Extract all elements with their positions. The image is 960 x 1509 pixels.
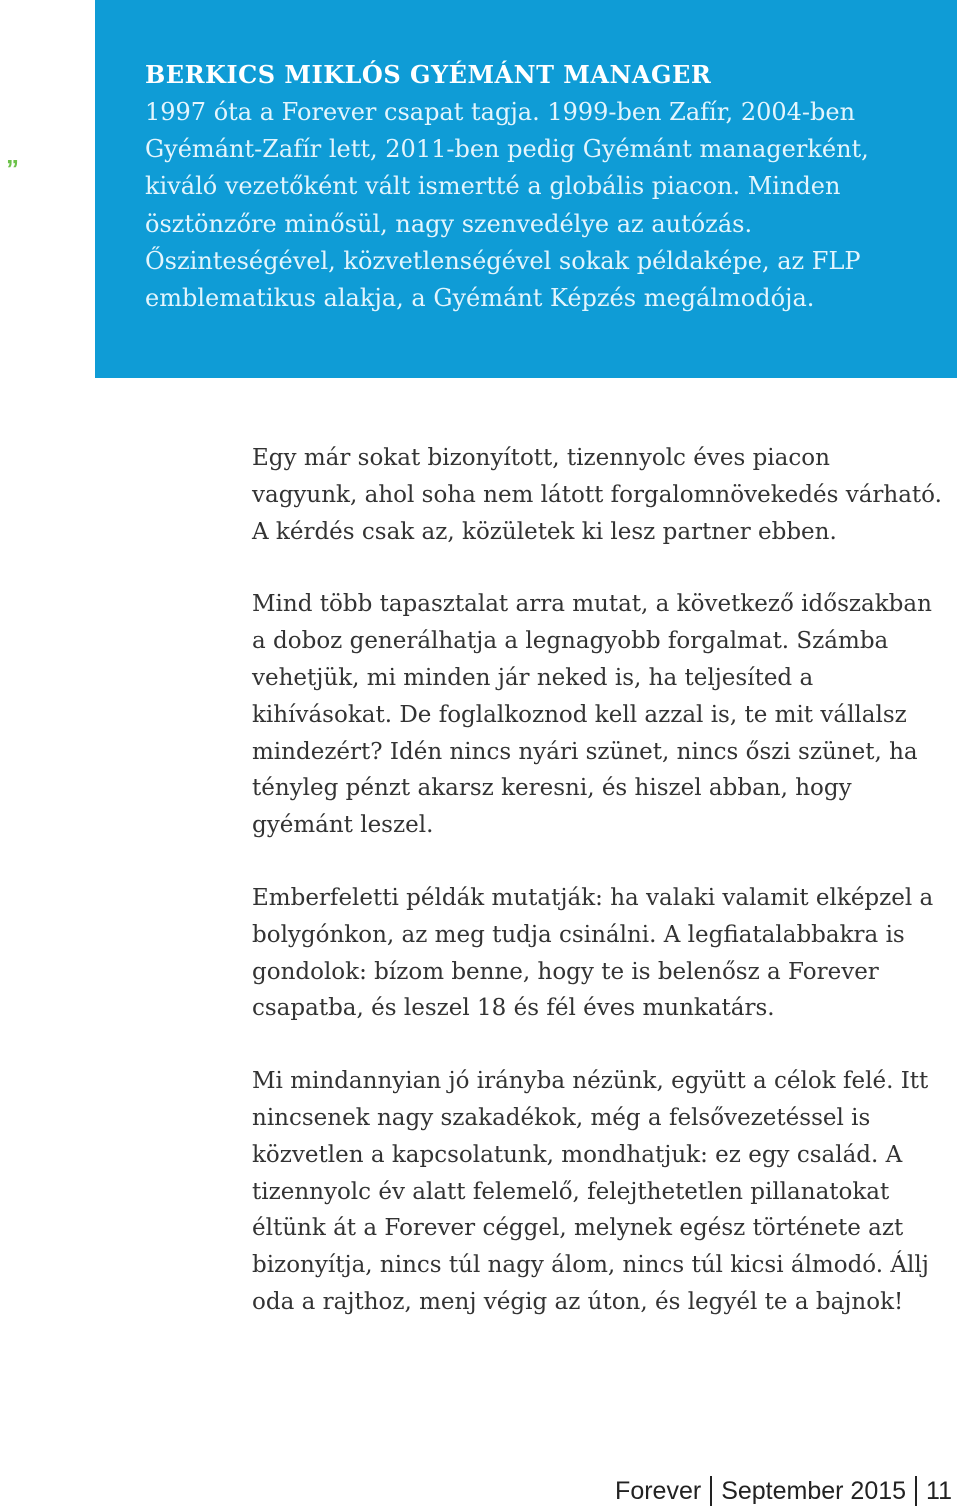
issue-date: September 2015 xyxy=(721,1477,907,1505)
article-paragraph: Mind több tapasztalat arra mutat, a következő időszakban a doboz generálhatja a legnagyobb forgalmat. Számba vehetjük, mi minden jár neked is, ha teljesíted a kihívásokat. De foglalkoznod kell azzal is, te mit vállalsz mindezért? Idén nincs nyári szünet, nincs őszi szünet, ha tényleg pénzt akarsz keresni, és hiszel abban, hogy gyémánt leszel. xyxy=(252,591,932,839)
article-paragraph: Egy már sokat bizonyított, tizennyolc éves piacon vagyunk, ahol soha nem látott forgalomnövekedés várható. A kérdés csak az, közületek ki lesz partner ebben. xyxy=(252,445,942,545)
bio-box xyxy=(95,0,957,378)
footer-divider xyxy=(915,1476,917,1506)
page-footer xyxy=(615,1476,952,1506)
article-paragraph: Emberfeletti példák mutatják: ha valaki valamit elképzel a bolygónkon, az meg tudja csinálni. A legfiatalabbakra is gondolok: bízom benne, hogy te is belenősz a Forever csapatba, és leszel 18 és fél éves munkatárs. xyxy=(252,884,934,1022)
article-paragraph: Mi mindannyian jó irányba nézünk, együtt a célok felé. Itt nincsenek nagy szakadékok, még a felsővezetéssel is közvetlen a kapcsolatunk, mondhatjuk: ez egy család. A tizennyolc év alatt felemelő, felejthetetlen pillanatokat éltünk át a Forever céggel, melynek egész története azt bizonyítja, nincs túl nagy álom, nincs túl kicsi álmodó. Állj oda a rajthoz, menj végig az úton, és legyél te a bajnok! xyxy=(252,1068,929,1315)
bio-title: BERKICS MIKLÓS GYÉMÁNT MANAGER xyxy=(145,60,712,89)
bio-text: 1997 óta a Forever csapat tagja. 1999-ben Zafír, 2004-ben Gyémánt-Zafír lett, 2011-ben pedig Gyémánt managerként, kiváló vezetőként vált ismertté a globális piacon. Minden ösztönzőre minősül, nagy szenvedélye az autózás. Őszinteségével, közvetlenségével sokak példaképe, az FLP emblematikus alakja, a Gyémánt Képzés megálmodója. xyxy=(145,98,869,313)
magazine-name: Forever xyxy=(615,1477,702,1505)
quote-mark-icon: ” xyxy=(6,154,19,184)
footer-divider xyxy=(710,1476,712,1506)
article-body xyxy=(252,440,942,1357)
page-number: 11 xyxy=(926,1477,952,1505)
